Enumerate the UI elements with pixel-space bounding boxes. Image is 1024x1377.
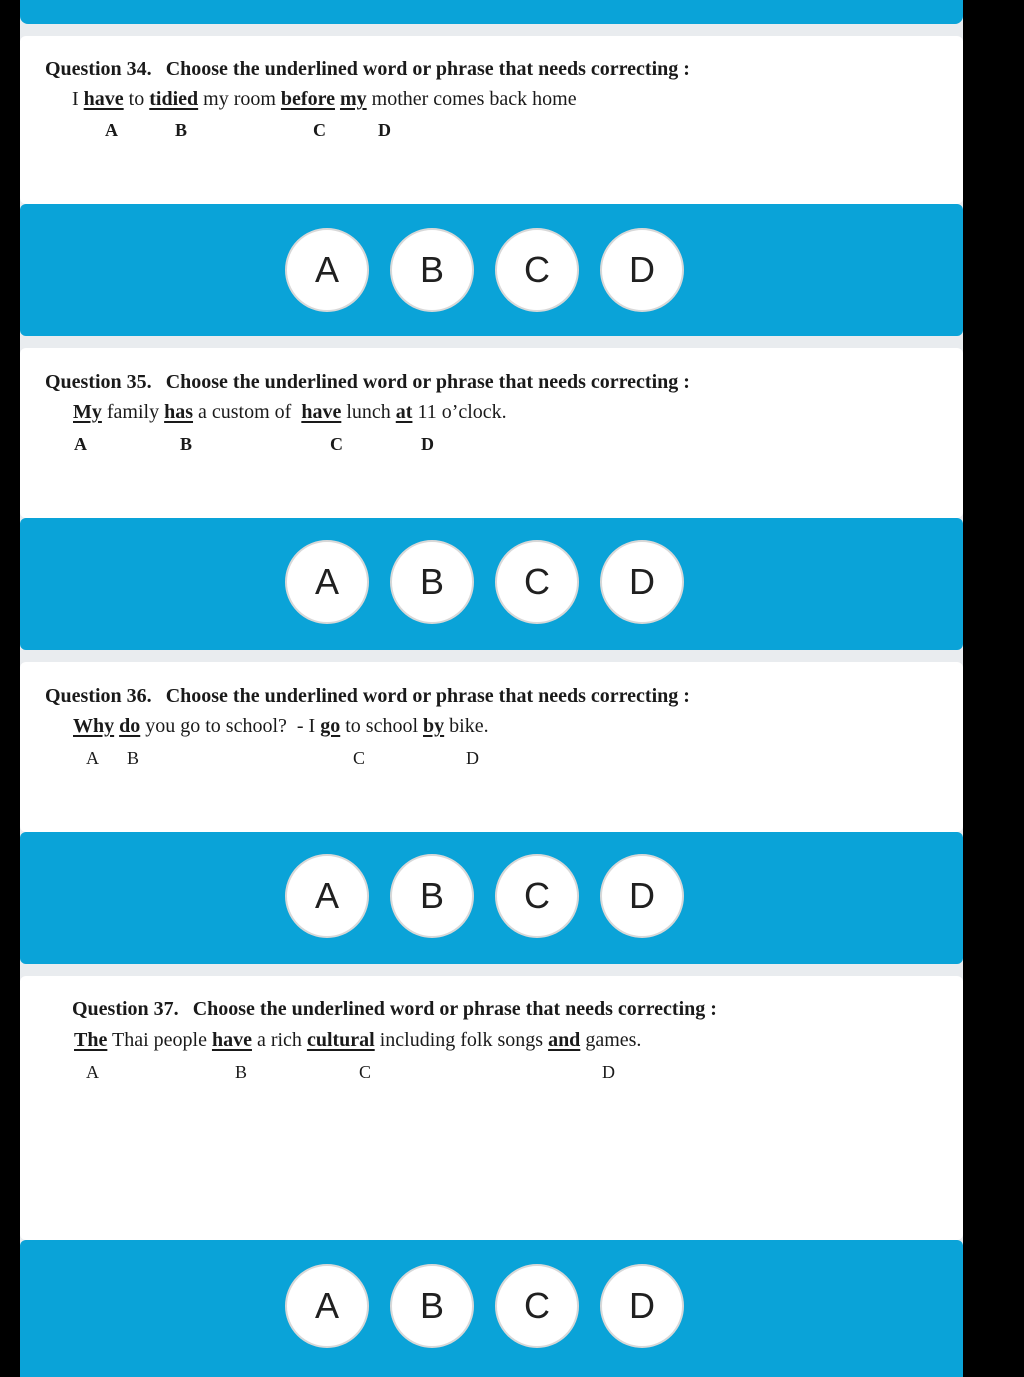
letter-b: B — [127, 748, 140, 768]
option-c-button[interactable]: C — [495, 228, 579, 312]
option-b-button[interactable]: B — [390, 540, 474, 624]
letter-b: B — [180, 434, 193, 454]
option-d-button[interactable]: D — [600, 1264, 684, 1348]
answer-band-34 — [20, 204, 963, 336]
question-sentence — [73, 401, 507, 424]
option-c-button[interactable]: C — [495, 854, 579, 938]
underlined-segment: have — [301, 401, 342, 423]
question-number: Question 35. — [45, 371, 152, 393]
sentence-text: lunch — [341, 401, 396, 423]
letter-b: B — [235, 1062, 248, 1082]
letter-d: D — [378, 120, 391, 140]
underlined-segment: have — [211, 1029, 252, 1051]
question-number: Question 37. — [72, 998, 179, 1020]
question-sentence — [72, 88, 577, 111]
underlined-segment: at — [395, 401, 413, 423]
underlined-segment: and — [548, 1029, 581, 1051]
question-prompt: Choose the underlined word or phrase that needs correcting : — [192, 998, 717, 1020]
question-prompt: Choose the underlined word or phrase that needs correcting : — [165, 58, 690, 80]
sentence-text: family — [101, 401, 165, 423]
letter-c: C — [359, 1062, 372, 1082]
underlined-segment: The — [74, 1029, 108, 1051]
question-sentence — [73, 715, 489, 738]
option-a-button[interactable]: A — [285, 854, 369, 938]
sentence-text: games. — [580, 1029, 642, 1051]
letter-a: A — [74, 434, 87, 454]
sentence-text: bike. — [444, 715, 489, 737]
letter-d: D — [466, 748, 479, 768]
sentence-text: to — [123, 88, 150, 110]
letter-a: A — [86, 748, 99, 768]
option-a-button[interactable]: A — [285, 228, 369, 312]
sentence-text: 11 o’clock. — [412, 401, 507, 423]
question-title — [45, 371, 690, 394]
option-d-button[interactable]: D — [600, 854, 684, 938]
underlined-segment: go — [320, 715, 341, 737]
letter-c: C — [313, 120, 326, 140]
question-prompt: Choose the underlined word or phrase that needs correcting : — [165, 371, 690, 393]
question-sentence — [74, 1029, 641, 1052]
answer-band-37 — [20, 1240, 963, 1377]
underlined-segment: by — [423, 715, 445, 737]
underlined-segment: before — [280, 88, 335, 110]
letter-d: D — [421, 434, 434, 454]
sentence-text: Thai people — [107, 1029, 212, 1051]
letter-c: C — [330, 434, 343, 454]
option-d-button[interactable]: D — [600, 228, 684, 312]
question-title — [45, 685, 690, 708]
sentence-text: I — [72, 88, 84, 110]
sentence-text: you go to school? - I — [140, 715, 321, 737]
question-number: Question 34. — [45, 58, 152, 80]
sentence-text: a custom of — [193, 401, 302, 423]
option-b-button[interactable]: B — [390, 854, 474, 938]
option-b-button[interactable]: B — [390, 1264, 474, 1348]
option-b-button[interactable]: B — [390, 228, 474, 312]
option-a-button[interactable]: A — [285, 540, 369, 624]
letter-a: A — [86, 1062, 99, 1082]
answer-band-36 — [20, 832, 963, 964]
sentence-text: a rich — [251, 1029, 307, 1051]
question-title — [72, 998, 717, 1021]
question-title — [45, 58, 690, 81]
question-number: Question 36. — [45, 685, 152, 707]
letter-b: B — [175, 120, 188, 140]
letter-c: C — [353, 748, 366, 768]
option-c-button[interactable]: C — [495, 1264, 579, 1348]
underlined-segment: has — [164, 401, 194, 423]
letter-d: D — [602, 1062, 615, 1082]
answer-band-35 — [20, 518, 963, 650]
option-d-button[interactable]: D — [600, 540, 684, 624]
option-c-button[interactable]: C — [495, 540, 579, 624]
sentence-text: to school — [340, 715, 424, 737]
question-prompt: Choose the underlined word or phrase that needs correcting : — [165, 685, 690, 707]
underlined-segment: my — [339, 88, 367, 110]
underlined-segment: My — [73, 401, 102, 423]
underlined-segment: do — [119, 715, 141, 737]
top-answer-band — [20, 0, 963, 24]
underlined-segment: cultural — [306, 1029, 375, 1051]
sentence-text: mother comes back home — [366, 88, 577, 110]
underlined-segment: Why — [73, 715, 115, 737]
sentence-text: my room — [198, 88, 281, 110]
letter-a: A — [105, 120, 118, 140]
sentence-text: including folk songs — [374, 1029, 549, 1051]
option-a-button[interactable]: A — [285, 1264, 369, 1348]
underlined-segment: tidied — [149, 88, 199, 110]
underlined-segment: have — [83, 88, 124, 110]
